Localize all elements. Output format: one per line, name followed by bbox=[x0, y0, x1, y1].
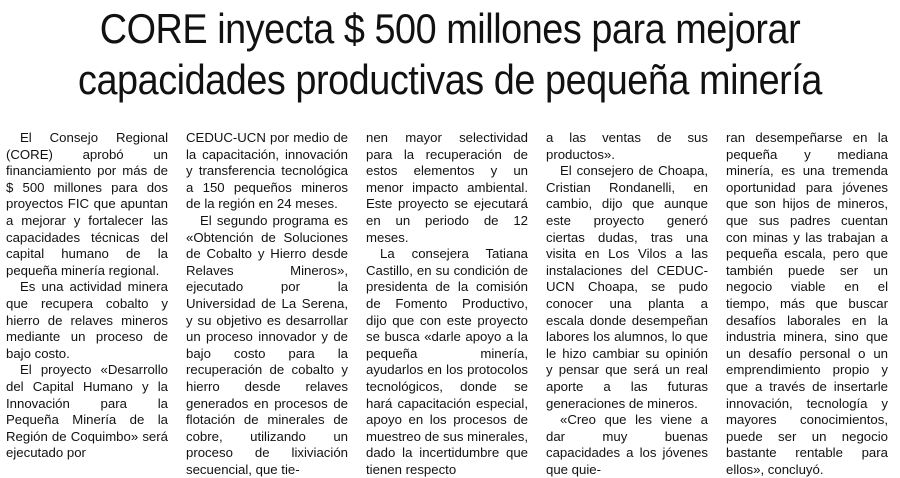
paragraph: CEDUC-UCN por medio de la capacitación, innovación y transferencia tecnológica a 150 pequeños mineros de la región en 24 meses. bbox=[186, 130, 348, 212]
paragraph: a las ventas de sus productos». bbox=[546, 130, 708, 162]
paragraph: El Consejo Regional (CORE) aprobó un financiamiento por más de $ 500 millones para dos proyectos FIC que apuntan a mejorar y fortalecer las capacidades técnicas del capital humano de la pequeña minería regional. bbox=[6, 130, 168, 278]
column-2 bbox=[186, 130, 348, 477]
column-4 bbox=[546, 130, 708, 477]
paragraph: El consejero de Choapa, Cristian Rondanelli, en cambio, dijo que aunque este proyecto generó ciertas dudas, tras una visita en Los Vilos a las instalaciones del CEDUC-UCN Choapa, se pudo conocer una planta a escala donde desempeñan labores los alumnos, lo que le hizo cambiar su opinión y pensar que será un real aporte a las futuras generaciones de mineros. bbox=[546, 163, 708, 411]
paragraph: La consejera Tatiana Castillo, en su condición de presidenta de la comisión de Fomento Productivo, dijo que con este proyecto se busca «darle apoyo a la pequeña minería, ayudarlos en los protocolos tecnológicos, donde se hará capacitación especial, apoyo en los procesos de muestreo de sus minerales, dado la incertidumbre que tienen respecto bbox=[366, 246, 528, 477]
paragraph: El proyecto «Desarrollo del Capital Humano y la Innovación para la Pequeña Minería de la Región de Coquimbo» será ejecutado por bbox=[6, 362, 168, 461]
column-3 bbox=[366, 130, 528, 477]
paragraph: «Creo que les viene a dar muy buenas capacidades a los jóvenes que quie- bbox=[546, 412, 708, 477]
paragraph: El segundo programa es «Obtención de Soluciones de Cobalto y Hierro desde Relaves Mineros», ejecutado por la Universidad de La Serena, y su objetivo es desarrollar un proceso innovador y de bajo costo para la recuperación de cobalto y hierro desde relaves generados en procesos de flotación de minerales de cobre, utilizando un proceso de lixiviación secuencial, que tie- bbox=[186, 212, 348, 477]
article-body bbox=[6, 130, 896, 477]
column-1 bbox=[6, 130, 168, 461]
headline bbox=[45, 4, 855, 106]
paragraph: Es una actividad minera que recupera cobalto y hierro de relaves mineros mediante un proceso de bajo costo. bbox=[6, 279, 168, 361]
paragraph: ran desempeñarse en la pequeña y mediana minería, es una tremenda oportunidad para jóvenes que son hijos de mineros, que sus padres cuentan con minas y las trabajan a pequeña escala, pero que también puede ser un negocio viable en el tiempo, más que buscar desafíos laborales en la industria minera, sino que un desafío personal o un emprendimiento propio y que a través de insertarle innovación, tecnología y mayores conocimientos, puede ser un negocio bastante rentable para ellos», concluyó. bbox=[726, 130, 888, 477]
paragraph: nen mayor selectividad para la recuperación de estos elementos y un menor impacto ambiental. Este proyecto se ejecutará en un periodo de 12 meses. bbox=[366, 130, 528, 245]
headline-line-1: CORE inyecta $ 500 millones para mejorar bbox=[99, 5, 801, 52]
headline-line-2: capacidades productivas de pequeña minería bbox=[78, 56, 822, 103]
column-5 bbox=[726, 130, 888, 477]
